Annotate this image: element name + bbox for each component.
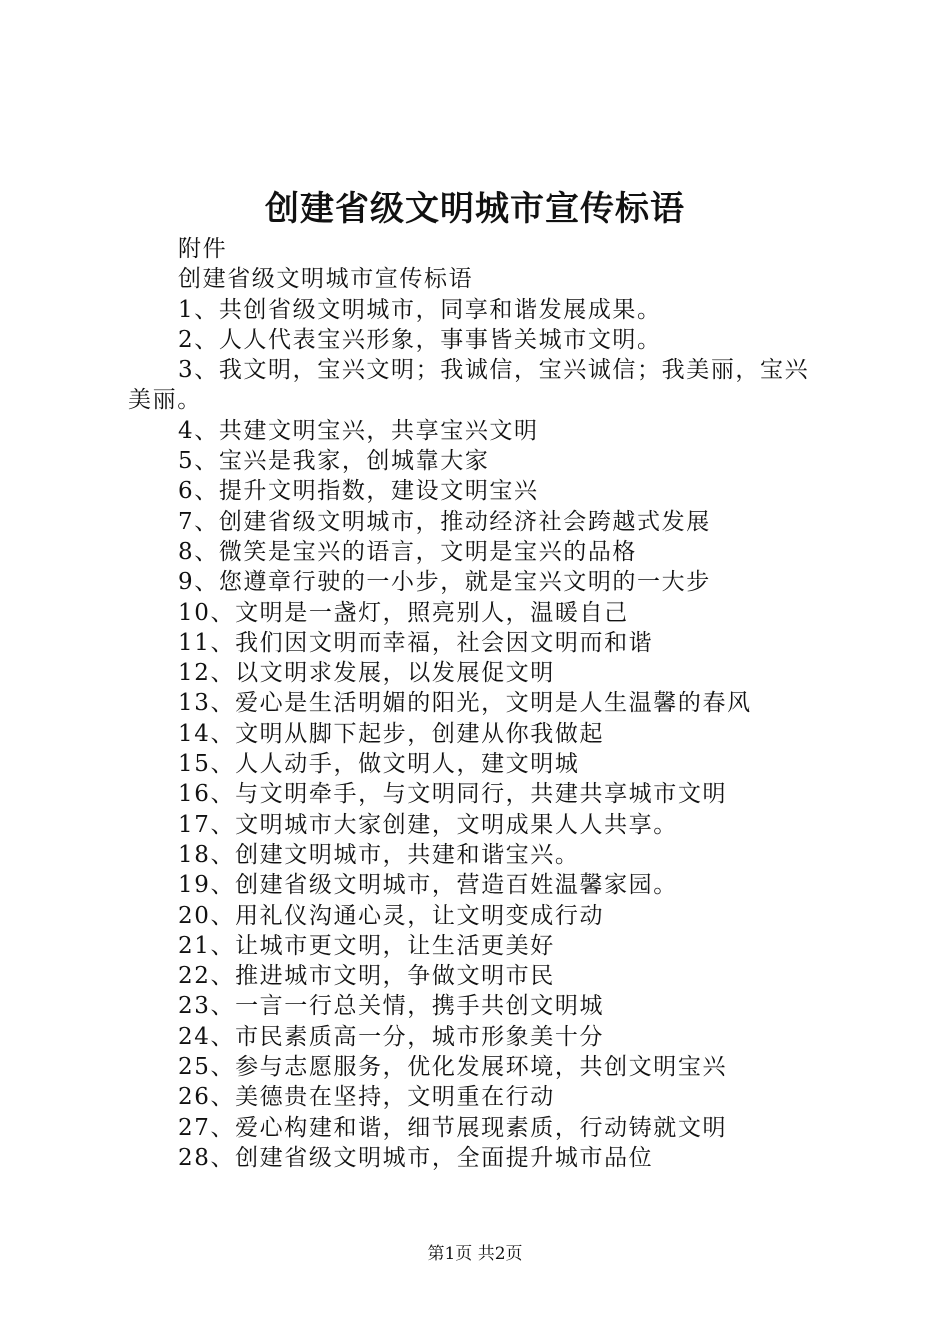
- body-line: 15、人人动手，做文明人，建文明城: [178, 751, 580, 778]
- body-line: 13、爱心是生活明媚的阳光，文明是人生温馨的春风: [178, 690, 752, 717]
- body-line: 14、文明从脚下起步，创建从你我做起: [178, 720, 605, 747]
- body-line: 17、文明城市大家创建，文明成果人人共享。: [178, 811, 678, 838]
- body-line: 20、用礼仪沟通心灵，让文明变成行动: [178, 902, 605, 929]
- body-line: 16、与文明牵手，与文明同行，共建共享城市文明: [178, 781, 728, 808]
- body-line: 18、创建文明城市，共建和谐宝兴。: [178, 841, 580, 868]
- document-body: [128, 234, 828, 1173]
- body-line: 12、以文明求发展，以发展促文明: [178, 660, 555, 687]
- body-line: 22、推进城市文明，争做文明市民: [178, 963, 555, 990]
- body-line: 7、创建省级文明城市，推动经济社会跨越式发展: [178, 508, 711, 535]
- body-line: 11、我们因文明而幸福，社会因文明而和谐: [178, 629, 654, 656]
- body-line: 25、参与志愿服务，优化发展环境，共创文明宝兴: [178, 1054, 728, 1081]
- body-line: 8、微笑是宝兴的语言，文明是宝兴的品格: [178, 538, 638, 565]
- body-line: 19、创建省级文明城市，营造百姓温馨家园。: [178, 872, 678, 899]
- body-line: 26、美德贵在坚持，文明重在行动: [178, 1084, 555, 1111]
- body-line: 23、一言一行总关情，携手共创文明城: [178, 993, 605, 1020]
- body-line: 1、共创省级文明城市，同享和谐发展成果。: [178, 296, 662, 323]
- body-line: 2、人人代表宝兴形象，事事皆关城市文明。: [178, 326, 662, 353]
- body-line: 5、宝兴是我家，创城靠大家: [178, 448, 490, 475]
- page-number-footer: 第1页 共2页: [427, 1244, 523, 1264]
- body-line: 3、我文明，宝兴文明；我诚信，宝兴诚信；我美丽，宝兴美丽。: [128, 357, 810, 414]
- body-line: 24、市民素质高一分，城市形象美十分: [178, 1023, 605, 1050]
- document-title: 创建省级文明城市宣传标语: [265, 189, 685, 229]
- body-line: 27、爱心构建和谐，细节展现素质，行动铸就文明: [178, 1114, 728, 1141]
- body-line: 4、共建文明宝兴，共享宝兴文明: [178, 417, 539, 444]
- body-line: 10、文明是一盏灯，照亮别人，温暖自己: [178, 599, 629, 626]
- body-line: 6、提升文明指数，建设文明宝兴: [178, 478, 539, 505]
- body-line: 9、您遵章行驶的一小步，就是宝兴文明的一大步: [178, 569, 711, 596]
- body-line: 创建省级文明城市宣传标语: [178, 266, 474, 293]
- body-line: 21、让城市更文明，让生活更美好: [178, 932, 555, 959]
- body-line: 28、创建省级文明城市，全面提升城市品位: [178, 1144, 654, 1171]
- body-line: 附件: [178, 236, 228, 262]
